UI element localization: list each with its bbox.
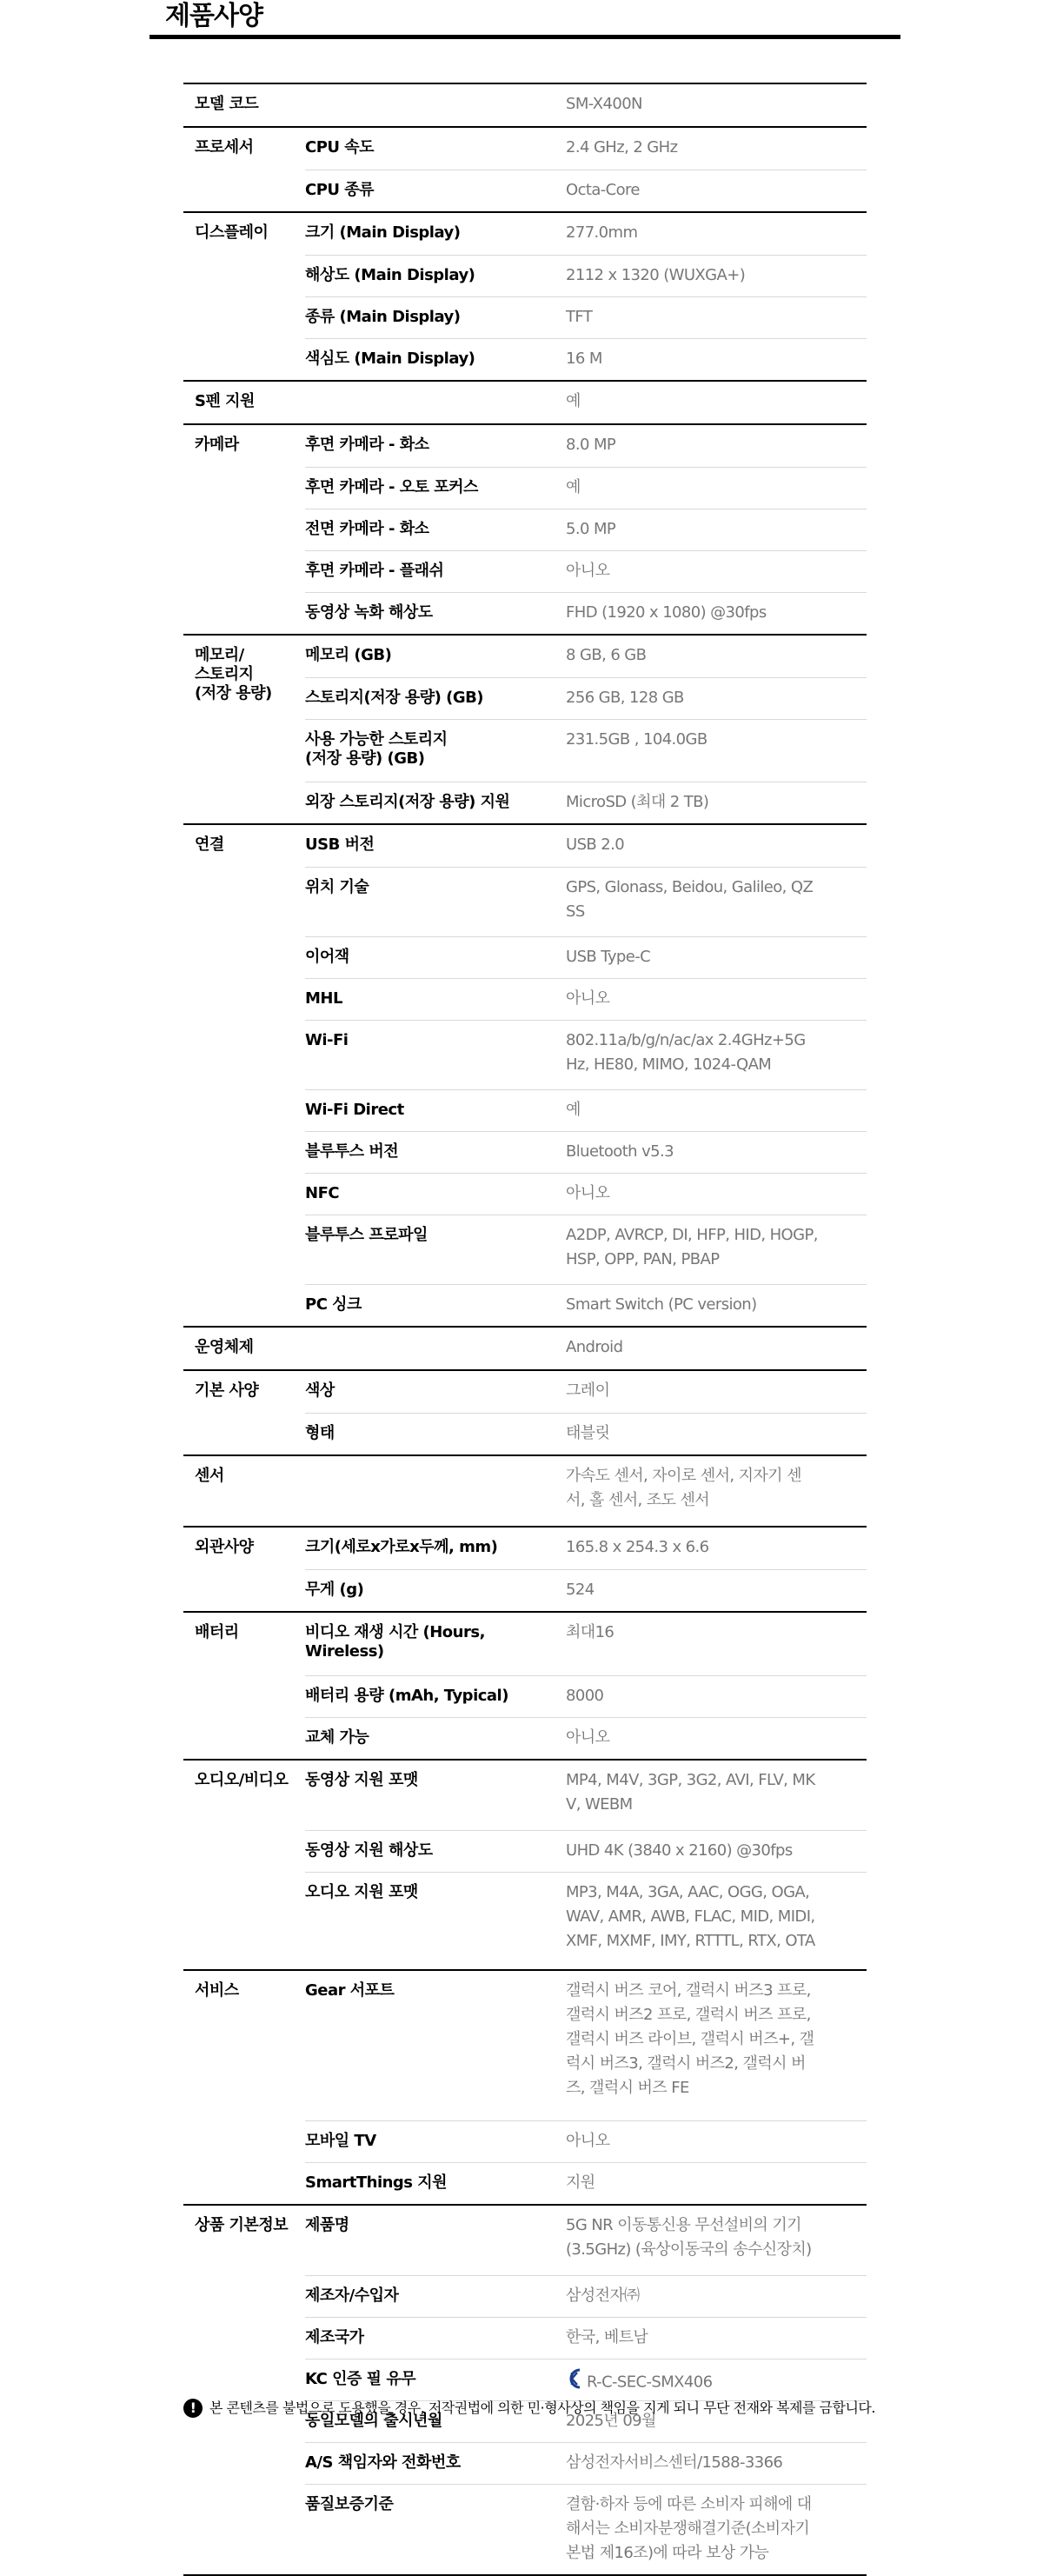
spec-value: MicroSD (최대 2 TB) [566,793,709,811]
spec-row [305,1456,867,1526]
spec-value: 삼성전자㈜ [566,2286,640,2305]
spec-label: 후면 카메라 - 플래쉬 [305,562,444,580]
spec-value: 8000 [566,1687,604,1705]
spec-category: S펜 지원 [195,392,255,410]
spec-value: 아니오 [566,1184,610,1202]
spec-group [183,211,867,380]
spec-row [305,128,867,170]
spec-group [183,823,867,1326]
spec-row [305,677,867,719]
spec-group [183,1611,867,1759]
spec-value: 예 [566,392,581,410]
spec-category: 연결 [195,835,224,854]
spec-row [305,382,867,423]
spec-value: 아니오 [566,2132,610,2150]
spec-row [305,1215,867,1284]
spec-label: SmartThings 지원 [305,2173,448,2192]
spec-row [305,592,867,634]
spec-value: 16 M [566,349,602,368]
spec-value: Android [566,1338,623,1356]
spec-value: 8.0 MP [566,436,616,454]
spec-value: 아니오 [566,1728,610,1747]
spec-row [305,1413,867,1454]
spec-group [183,380,867,423]
spec-value: 태블릿 [566,1424,610,1442]
spec-row [305,425,867,467]
spec-row [305,1830,867,1872]
spec-row [305,782,867,823]
spec-row [305,1131,867,1173]
spec-label: 블루투스 버전 [305,1142,399,1161]
spec-label: 동영상 지원 포맷 [305,1771,418,1789]
spec-label: 동영상 녹화 해상도 [305,603,433,622]
spec-row [305,825,867,867]
spec-value: 예 [566,1101,581,1119]
spec-row [305,255,867,296]
spec-label: NFC [305,1184,340,1202]
spec-label: 비디오 재생 시간 (Hours, Wireless) [305,1623,485,1661]
spec-value: 예 [566,478,581,496]
spec-label: 위치 기술 [305,878,369,896]
spec-label: 사용 가능한 스토리지 (저장 용량) (GB) [305,730,448,768]
page-title: 제품사양 [165,1,262,31]
spec-value: 아니오 [566,562,610,580]
spec-table [183,83,867,2576]
spec-label: 후면 카메라 - 화소 [305,436,429,454]
spec-value: 231.5GB , 104.0GB [566,730,708,749]
spec-label: 모바일 TV [305,2132,376,2150]
spec-row [305,636,867,677]
spec-category: 프로세서 [195,138,254,156]
spec-label: Gear 서포트 [305,1981,395,2000]
spec-row [305,296,867,338]
spec-value: 277.0mm [566,223,638,242]
spec-row [305,1173,867,1215]
spec-category: 운영체제 [195,1338,254,1356]
spec-value: 256 GB, 128 GB [566,689,684,707]
spec-row [305,1761,867,1830]
kc-mark-icon [566,2367,583,2398]
spec-row [305,2484,867,2574]
spec-label: 품질보증기준 [305,2495,394,2513]
spec-group [183,634,867,823]
spec-value: GPS, Glonass, Beidou, Galileo, QZ SS [566,878,814,921]
spec-value: 802.11a/b/g/n/ac/ax 2.4GHz+5G Hz, HE80, MIMO, 1024-QAM [566,1031,806,1074]
spec-label: Wi-Fi [305,1031,349,1049]
spec-label: 형태 [305,1424,335,1442]
exclamation-icon: ! [183,2399,203,2418]
spec-label: 크기(세로x가로x두께, mm) [305,1538,498,1556]
spec-row [305,719,867,782]
spec-label: 제조국가 [305,2328,364,2346]
spec-label: A/S 책임자와 전화번호 [305,2453,461,2472]
spec-label: 이어잭 [305,948,349,966]
spec-group [183,1326,867,1369]
spec-row [305,2206,867,2275]
spec-row [305,1675,867,1717]
spec-label: 제품명 [305,2216,349,2234]
spec-label [305,84,566,126]
spec-value: 8 GB, 6 GB [566,646,647,664]
spec-row [305,2275,867,2317]
spec-label: 메모리 (GB) [305,646,392,664]
spec-label: 오디오 지원 포맷 [305,1883,418,1901]
spec-value-text: R-C-SEC-SMX406 [587,2373,713,2392]
spec-label [305,1456,566,1526]
spec-row [305,2317,867,2359]
spec-label: PC 싱크 [305,1295,362,1314]
spec-value: TFT [566,308,593,326]
spec-category: 기본 사양 [195,1381,259,1400]
spec-row [305,170,867,211]
spec-label: 블루투스 프로파일 [305,1226,428,1244]
spec-value: Octa-Core [566,181,640,199]
spec-label: 외장 스토리지(저장 용량) 지원 [305,793,510,811]
spec-row [305,1528,867,1569]
spec-group [183,1454,867,1526]
spec-value: UHD 4K (3840 x 2160) @30fps [566,1841,793,1860]
spec-group [183,83,867,126]
spec-label: USB 버전 [305,835,375,854]
copyright-notice [183,2398,879,2419]
spec-row [305,1971,867,2120]
spec-category: 모델 코드 [195,95,259,113]
spec-value: A2DP, AVRCP, DI, HFP, HID, HOGP, HSP, OPP, PAN, PBAP [566,1226,818,1268]
spec-row [305,2442,867,2484]
spec-value: 삼성전자서비스센터/1588-3366 [566,2453,783,2472]
spec-value: 524 [566,1581,595,1599]
spec-value: SM-X400N [566,95,642,113]
spec-category: 외관사양 [195,1538,254,1556]
spec-row [305,978,867,1020]
spec-row [305,467,867,509]
spec-value: 아니오 [566,989,610,1008]
spec-label: 후면 카메라 - 오토 포커스 [305,478,478,496]
spec-value: FHD (1920 x 1080) @30fps [566,603,767,622]
spec-category: 디스플레이 [195,223,269,242]
spec-category: 서비스 [195,1981,239,2000]
spec-category: 메모리/ 스토리지 (저장 용량) [195,646,272,702]
spec-group [183,1369,867,1454]
spec-row [305,338,867,380]
spec-category: 배터리 [195,1623,239,1641]
spec-group [183,1969,867,2204]
spec-row [305,1284,867,1326]
spec-row [305,1872,867,1969]
spec-label: 해상도 (Main Display) [305,266,475,284]
spec-label: 무게 (g) [305,1581,364,1599]
spec-category: 오디오/비디오 [195,1771,289,1789]
spec-label: CPU 종류 [305,181,375,199]
spec-value: 한국, 베트남 [566,2328,648,2346]
spec-value: 2112 x 1320 (WUXGA+) [566,266,746,284]
spec-category: 센서 [195,1467,224,1485]
spec-value [566,2357,867,2400]
spec-label: MHL [305,989,342,1008]
spec-value: Bluetooth v5.3 [566,1142,674,1161]
spec-category: 카메라 [195,436,239,454]
spec-label: 전면 카메라 - 화소 [305,520,429,538]
spec-row [305,2359,867,2400]
spec-row [305,2120,867,2162]
spec-label: 교체 가능 [305,1728,369,1747]
spec-row [305,867,867,936]
spec-value: MP3, M4A, 3GA, AAC, OGG, OGA, WAV, AMR, AWB, FLAC, MID, MIDI, XMF, MXMF, IMY, RTTTL, RTX, OTA [566,1883,815,1950]
spec-row [305,2162,867,2204]
spec-label: 동일모델의 출시년월 [305,2412,442,2430]
spec-label: 스토리지(저장 용량) (GB) [305,689,484,707]
spec-row [305,1328,867,1369]
spec-label: KC 인증 필 유무 [305,2370,416,2388]
notice-text: 본 콘텐츠를 불법으로 도용했을 경우, 저작권법에 의한 민·형사상의 책임을 지게 되니 무단 전재와 복제를 금합니다. [209,2400,875,2416]
spec-row [305,1569,867,1611]
spec-row [305,550,867,592]
spec-value: 지원 [566,2173,595,2192]
spec-row [305,509,867,550]
spec-label: 제조자/수입자 [305,2286,399,2305]
spec-value: 결함·하자 등에 따른 소비자 피해에 대 해서는 소비자분쟁해결기준(소비자기 본법 제16조)에 따라 보상 가능 [566,2495,812,2562]
spec-value: 그레이 [566,1381,610,1400]
spec-group [183,1526,867,1611]
spec-group [183,2204,867,2576]
spec-value: 최대16 [566,1623,615,1641]
spec-row [305,213,867,255]
spec-label: CPU 속도 [305,138,375,156]
spec-value: 가속도 센서, 자이로 센서, 지자기 센 서, 홀 센서, 조도 센서 [566,1467,801,1509]
spec-category: 상품 기본정보 [195,2216,289,2234]
spec-label: 동영상 지원 해상도 [305,1841,433,1860]
spec-row [305,1717,867,1759]
title-underline [149,35,900,39]
spec-row [305,936,867,978]
spec-value: Smart Switch (PC version) [566,1295,757,1314]
spec-value: 갤럭시 버즈 코어, 갤럭시 버즈3 프로, 갤럭시 버즈2 프로, 갤럭시 버즈 프로, 갤럭시 버즈 라이브, 갤럭시 버즈+, 갤 럭시 버즈3, 갤럭시 버즈2, 갤럭시 버 즈, 갤럭시 버즈 FE [566,1981,814,2097]
spec-row [305,1020,867,1089]
spec-label [305,382,566,423]
spec-value: MP4, M4V, 3GP, 3G2, AVI, FLV, MK V, WEBM [566,1771,815,1814]
spec-row [305,84,867,126]
spec-value: 5.0 MP [566,520,616,538]
spec-value: USB Type-C [566,948,651,966]
spec-value: 165.8 x 254.3 x 6.6 [566,1538,709,1556]
spec-value: 2.4 GHz, 2 GHz [566,138,678,156]
spec-group [183,1759,867,1969]
spec-row [305,1371,867,1413]
spec-label [305,1328,566,1369]
spec-label: 색심도 (Main Display) [305,349,475,368]
spec-label: 크기 (Main Display) [305,223,461,242]
spec-group [183,423,867,634]
spec-value: 2025년 09월 [566,2412,656,2430]
spec-value: 5G NR 이동통신용 무선설비의 기기 (3.5GHz) (육상이동국의 송수신장치) [566,2216,812,2259]
spec-row [305,1089,867,1131]
spec-row [305,1613,867,1675]
spec-label: 색상 [305,1381,335,1400]
spec-value: USB 2.0 [566,835,625,854]
spec-group [183,126,867,211]
spec-label: 배터리 용량 (mAh, Typical) [305,1687,508,1705]
spec-label: Wi-Fi Direct [305,1101,404,1119]
spec-label: 종류 (Main Display) [305,308,461,326]
